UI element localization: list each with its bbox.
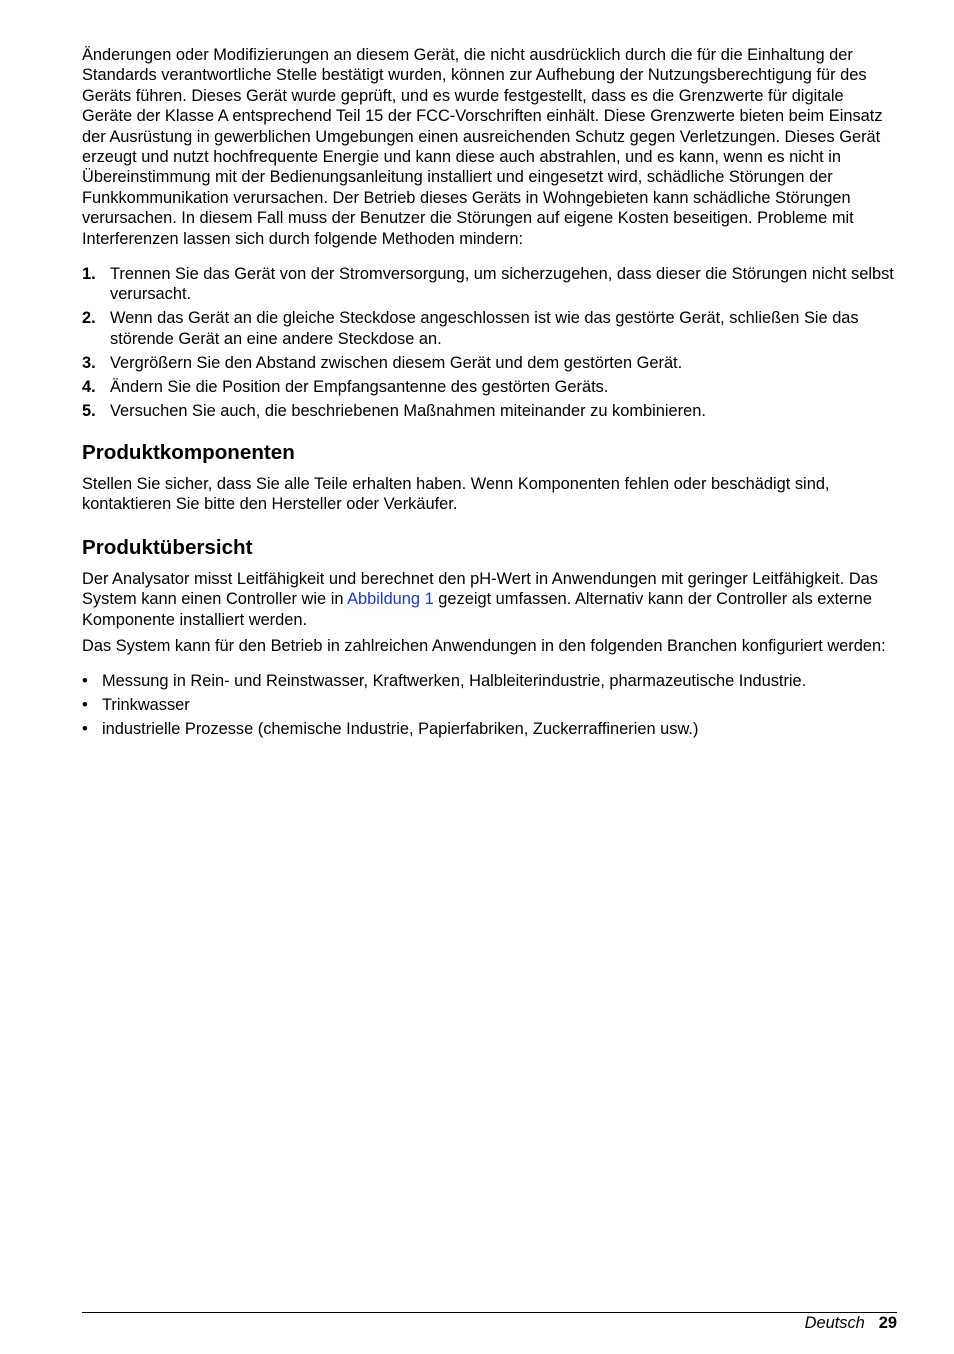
bullet-text: industrielle Prozesse (chemische Industrie, Papierfabriken, Zuckerraffinerien usw.)	[102, 720, 699, 739]
step-number: 4.	[82, 377, 96, 396]
bullet-text: Messung in Rein- und Reinstwasser, Kraftwerken, Halbleiterindustrie, pharmazeutische Industrie.	[102, 672, 807, 691]
produktkomponenten-paragraph: Stellen Sie sicher, dass Sie alle Teile erhalten haben. Wenn Komponenten fehlen oder beschädigt sind, kontaktieren Sie bitte den Hersteller oder Verkäufer.	[82, 474, 830, 514]
paragraph-text: Der Analysator misst Leitfähigkeit und berechnet den pH-Wert in Anwendungen mit geringer Leitfähigkeit. Das System kann einen Controller wie in	[82, 569, 878, 609]
list-item	[82, 264, 898, 305]
intro-paragraph: Änderungen oder Modifizierungen an diesem Gerät, die nicht ausdrücklich durch die für die Einhaltung der Standards verantwortliche Stelle bestätigt wurden, können zur Aufhebung der Nutzungsberechtigung für des Geräts führen. Dieses Gerät wurde geprüft, und es wurde festgestellt, dass es die Grenzwerte für digitale Geräte der Klasse A entsprechend Teil 15 der FCC-Vorschriften einhält. Diese Grenzwerte bieten beim Einsatz der Ausrüstung in gewerblichen Umgebungen einen ausreichenden Schutz gegen Verletzungen. Dieses Gerät erzeugt und nutzt hochfrequente Energie und kann diese auch abstrahlen, und es kann, wenn es nicht in Übereinstimmung mit der Bedienungsanleitung installiert und eingesetzt wird, schädliche Störungen der Funkkommunikation verursachen. Der Betrieb dieses Geräts in Wohngebieten kann schädliche Störungen verursachen. In diesem Fall muss der Benutzer die Störungen auf eigene Kosten beseitigen. Probleme mit Interferenzen lassen sich durch folgende Methoden mindern:	[82, 46, 883, 248]
page-number: 29	[878, 1314, 897, 1332]
step-number: 2.	[82, 309, 96, 328]
bullet-icon: •	[82, 720, 88, 739]
page-footer	[805, 1313, 897, 1333]
step-text: Ändern Sie die Position der Empfangsantenne des gestörten Geräts.	[110, 377, 609, 396]
paragraph-text: gezeigt umfassen. Alternativ kann der Controller als externe Komponente installiert werden.	[82, 590, 872, 629]
footer-language: Deutsch	[804, 1314, 865, 1332]
list-item	[82, 308, 898, 349]
abbildung-1-link[interactable]: Abbildung 1	[347, 590, 434, 609]
interference-steps-list	[82, 264, 898, 421]
list-item	[82, 719, 898, 739]
list-item	[82, 671, 898, 691]
bullet-text: Trinkwasser	[102, 696, 190, 715]
list-item	[82, 401, 898, 421]
step-text: Wenn das Gerät an die gleiche Steckdose angeschlossen ist wie das gestörte Gerät, schließen Sie das störende Gerät an eine andere Steckdose an.	[110, 309, 859, 348]
branchen-paragraph: Das System kann für den Betrieb in zahlreichen Anwendungen in den folgenden Branchen konfiguriert werden:	[82, 636, 886, 655]
document-page	[82, 45, 898, 743]
applications-list	[82, 671, 898, 739]
section-heading-produktkomponenten: Produktkomponenten	[82, 440, 295, 464]
list-item	[82, 695, 898, 715]
list-item	[82, 377, 898, 397]
step-text: Versuchen Sie auch, die beschriebenen Maßnahmen miteinander zu kombinieren.	[110, 401, 706, 420]
step-text: Trennen Sie das Gerät von der Stromversorgung, um sicherzugehen, dass dieser die Störungen nicht selbst verursacht.	[110, 265, 894, 304]
step-text: Vergrößern Sie den Abstand zwischen diesem Gerät und dem gestörten Gerät.	[110, 353, 683, 372]
step-number: 5.	[82, 401, 96, 420]
bullet-icon: •	[82, 696, 88, 715]
bullet-icon: •	[82, 672, 88, 691]
section-heading-produktuebersicht: Produktübersicht	[82, 535, 253, 559]
produktuebersicht-paragraph	[82, 569, 898, 630]
footer-divider	[82, 1312, 897, 1313]
list-item	[82, 353, 898, 373]
step-number: 1.	[82, 265, 96, 284]
step-number: 3.	[82, 353, 96, 372]
